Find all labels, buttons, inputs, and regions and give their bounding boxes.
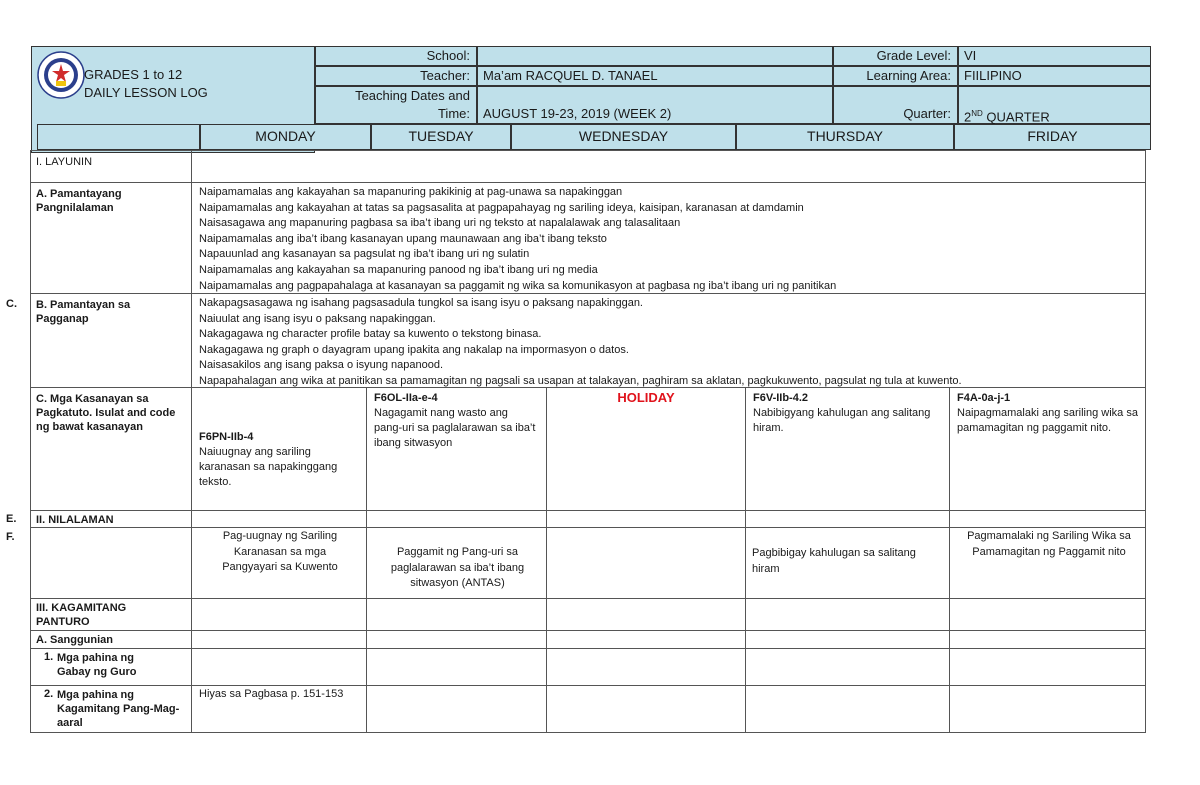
school-value-cell <box>477 46 833 66</box>
teacher-label: Teacher: <box>420 68 470 83</box>
pp-line: Napauunlad ang kasanayan sa pagsulat ng iba’t ibang uri ng sulatin <box>199 248 530 261</box>
pp-line: Naipamamalas ang iba’t ibang kasanayan upang maunawaan ang iba’t ibang teksto <box>199 232 607 245</box>
teacher-label-cell <box>315 66 477 86</box>
nilalaman-tuesday: Paggamit ng Pang-uri sa paglalarawan sa iba’t ibang sitwasyon (ANTAS) <box>390 546 525 589</box>
pg-line: Nakagagawa ng character profile batay sa kuwento o tekstong binasa. <box>199 328 542 341</box>
pg-line: Napapahalagan ang wika at panitikan sa pamamagitan ng pagsali sa usapan at talakayan, paghiram sa aklatan, pagkukuwento, pagsulat ng tula at kuwento. <box>199 374 962 387</box>
quarter-value-rest: QUARTER <box>982 109 1050 125</box>
area-label: Learning Area: <box>866 68 951 83</box>
nilalaman-friday: Pagmamalaki ng Sariling Wika sa Pamamagitan ng Paggamit nito <box>967 530 1131 558</box>
row-label-pamantayan-pagganap: B. Pamantayan sa Pagganap <box>36 299 131 325</box>
nilalaman-monday: Pag-uugnay ng Sariling Karanasan sa mga Pangyayari sa Kuwento <box>222 530 338 573</box>
dates-value-cell <box>477 86 833 124</box>
teacher-value: Ma’am RACQUEL D. TANAEL <box>483 68 658 83</box>
day-header-tuesday: TUESDAY <box>371 124 511 150</box>
row-num-gabay: 1. <box>44 651 54 663</box>
dates-label-line2: Time: <box>437 106 470 121</box>
header-title-line2: DAILY LESSON LOG <box>84 85 208 100</box>
margin-letter-f: F. <box>6 531 15 543</box>
pamantayang-pangnilalaman-text <box>192 184 1142 295</box>
row-label-pamantayang-pangnilalaman: A. Pamantayang Pangnilalaman <box>36 188 122 214</box>
day-header-blank <box>37 124 200 150</box>
pg-line: Naiuulat ang isang isyu o paksang napakinggan. <box>199 312 436 325</box>
kasanayan-thu-text: Nabibigyang kahulugan ang salitang hiram. <box>753 407 931 434</box>
kasanayan-tuesday <box>367 387 546 455</box>
quarter-value-cell <box>958 86 1151 124</box>
kasanayan-thursday <box>746 387 949 440</box>
row-label-nilalaman: II. NILALAMAN <box>36 514 114 526</box>
pp-line: Naipamamalas ang kakayahan sa mapanuring pakikinig at pag-unawa sa napakinggan <box>199 186 623 198</box>
kagamitang-pang-monday: Hiyas sa Pagbasa p. 151-153 <box>199 688 344 700</box>
quarter-value-num: 2 <box>964 109 972 125</box>
kasanayan-wednesday-holiday: HOLIDAY <box>617 390 675 405</box>
area-label-cell <box>833 66 958 86</box>
quarter-value-sup: ND <box>971 109 983 118</box>
pp-line: Naisasagawa ang mapanuring pagbasa sa iba’t ibang uri ng teksto at napalalawak ang talasalitaan <box>199 217 681 230</box>
kasanayan-fri-code: F4A-0a-j-1 <box>957 392 1011 404</box>
area-value-cell <box>958 66 1151 86</box>
kasanayan-fri-text: Naipagmamalaki ang sariling wika sa pamamagitan ng paggamit nito. <box>957 407 1138 434</box>
margin-letter-c: C. <box>6 298 17 310</box>
row-label-kagamitang-panturo: III. KAGAMITANG PANTURO <box>36 602 127 628</box>
row-num-kagamitang-pang: 2. <box>44 688 54 700</box>
grade-label: Grade Level: <box>876 48 951 63</box>
quarter-label-cell <box>833 86 958 124</box>
row-label-kagamitang-pang-mag-aaral: Mga pahina ng Kagamitang Pang-Mag-aaral <box>57 689 180 729</box>
day-header-friday: FRIDAY <box>954 124 1151 150</box>
row-label-sanggunian: A. Sanggunian <box>36 634 113 646</box>
kasanayan-tue-text: Nagagamit nang wasto ang pang-uri sa paglalarawan sa iba’t ibang sitwasyon <box>374 407 536 449</box>
margin-letter-e: E. <box>6 513 17 525</box>
pp-line: Naipamamalas ang kakayahan at tatas sa pagsasalita at pagpapahayag ng sariling ideya, kaisipan, karanasan at damdamin <box>199 201 804 214</box>
kasanayan-tue-code: F6OL-IIa-e-4 <box>374 392 438 404</box>
pamantayan-pagganap-text <box>192 295 1142 391</box>
kasanayan-friday <box>950 387 1145 440</box>
pp-line: Naipamamalas ang kakayahan sa mapanuring panood ng iba’t ibang uri ng media <box>199 263 598 276</box>
nilalaman-thursday: Pagbibigay kahulugan sa salitang hiram <box>752 547 916 575</box>
quarter-label: Quarter: <box>903 106 951 121</box>
row-label-kasanayan: C. Mga Kasanayan sa Pagkatuto. Isulat and code ng bawat kasanayan <box>36 393 176 433</box>
kasanayan-mon-code: F6PN-IIb-4 <box>199 431 254 443</box>
pp-line: Naipamamalas ang pagpapahalaga at kasanayan sa paggamit ng wika sa komunikasyon at pagbasa ng iba’t ibang uri ng panitikan <box>199 279 837 292</box>
header-title-line1: GRADES 1 to 12 <box>84 67 183 82</box>
day-header-monday: MONDAY <box>200 124 371 150</box>
grade-value-cell <box>958 46 1151 66</box>
row-label-layunin: I. LAYUNIN <box>36 156 93 168</box>
kasanayan-monday <box>192 426 366 494</box>
grade-value: VI <box>964 48 977 63</box>
dates-label-cell <box>315 86 477 124</box>
school-label: School: <box>426 48 470 63</box>
row-label-gabay-guro: Mga pahina ng Gabay ng Guro <box>57 652 137 678</box>
dates-label-line1: Teaching Dates and <box>355 88 470 103</box>
kasanayan-thu-code: F6V-IIb-4.2 <box>753 392 809 404</box>
pg-line: Nakapagsasagawa ng isahang pagsasadula tungkol sa isang isyu o paksang napakinggan. <box>199 297 643 309</box>
school-label-cell <box>315 46 477 66</box>
day-header-wednesday: WEDNESDAY <box>511 124 736 150</box>
grade-label-cell <box>833 46 958 66</box>
pg-line: Nakagagawa ng graph o dayagram upang ipakita ang nakalap na impormasyon o datos. <box>199 343 629 356</box>
dates-value: AUGUST 19-23, 2019 (WEEK 2) <box>483 106 672 121</box>
area-value: FIILIPINO <box>964 68 1022 83</box>
pg-line: Naisasakilos ang isang paksa o isyung napanood. <box>199 359 443 372</box>
day-header-thursday: THURSDAY <box>736 124 954 150</box>
deped-seal-icon <box>37 51 85 99</box>
teacher-value-cell <box>477 66 833 86</box>
kasanayan-mon-text: Naiuugnay ang sariling karanasan sa napakinggang teksto. <box>199 446 338 488</box>
